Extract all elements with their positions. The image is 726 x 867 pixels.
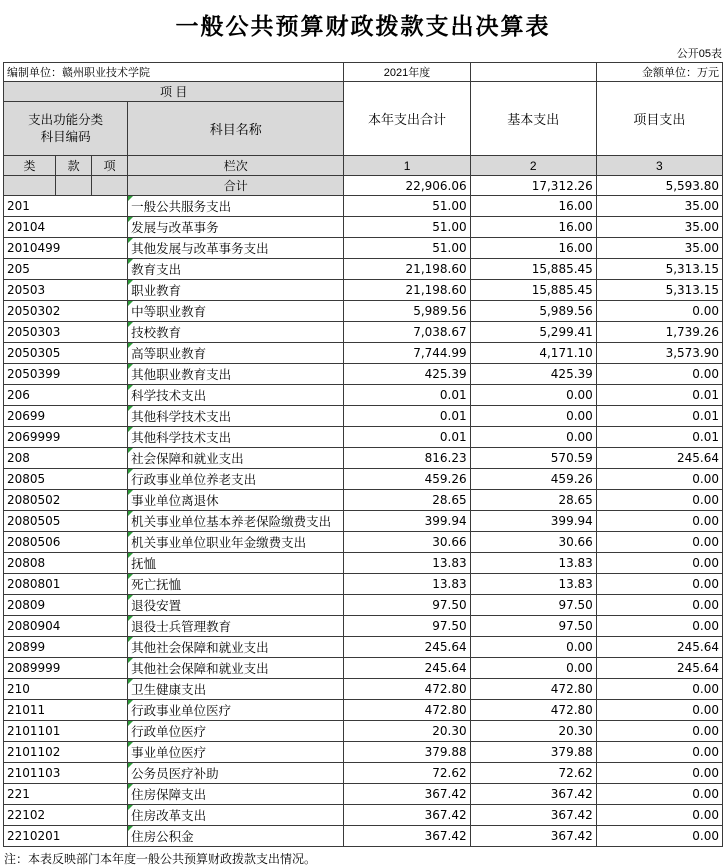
row-code: 2050305: [4, 343, 128, 364]
row-subject-name: 死亡抚恤: [128, 574, 344, 595]
row-subject-name: 中等职业教育: [128, 301, 344, 322]
row-project: 35.00: [596, 196, 722, 217]
row-project: 0.00: [596, 553, 722, 574]
row-project: 0.00: [596, 763, 722, 784]
table-row: [4, 427, 723, 448]
item-group-header: 项 目: [4, 82, 344, 102]
row-subject-name: 行政单位医疗: [128, 721, 344, 742]
row-subject-name: 公务员医疗补助: [128, 763, 344, 784]
sum-label: 合计: [128, 176, 344, 196]
row-total: 5,989.56: [344, 301, 470, 322]
row-total: 13.83: [344, 553, 470, 574]
row-project: 5,313.15: [596, 280, 722, 301]
row-subject-name: 住房改革支出: [128, 805, 344, 826]
row-total: 97.50: [344, 595, 470, 616]
row-project: 35.00: [596, 238, 722, 259]
row-code: 2101103: [4, 763, 128, 784]
row-total: 245.64: [344, 637, 470, 658]
row-code: 2080904: [4, 616, 128, 637]
table-row: [4, 511, 723, 532]
row-basic: 367.42: [470, 805, 596, 826]
row-project: 245.64: [596, 658, 722, 679]
row-project: 0.00: [596, 490, 722, 511]
row-code: 2010499: [4, 238, 128, 259]
row-basic: 16.00: [470, 238, 596, 259]
row-code: 2050399: [4, 364, 128, 385]
table-row: [4, 805, 723, 826]
table-row: [4, 826, 723, 847]
table-row: [4, 616, 723, 637]
row-total: 7,038.67: [344, 322, 470, 343]
function-class-header: 支出功能分类 科目编码: [4, 102, 128, 156]
table-row: [4, 217, 723, 238]
row-project: 0.01: [596, 406, 722, 427]
row-code: 2080506: [4, 532, 128, 553]
row-subject-name: 其他科学技术支出: [128, 406, 344, 427]
row-code: 20808: [4, 553, 128, 574]
row-basic: 5,299.41: [470, 322, 596, 343]
row-total: 13.83: [344, 574, 470, 595]
row-total: 51.00: [344, 217, 470, 238]
fiscal-year: 2021年度: [344, 63, 470, 82]
row-total: 51.00: [344, 238, 470, 259]
row-project: 0.00: [596, 742, 722, 763]
row-subject-name: 行政事业单位养老支出: [128, 469, 344, 490]
table-row: [4, 532, 723, 553]
rank-row: [4, 156, 723, 176]
section-header: 款: [56, 156, 92, 176]
table-row: [4, 553, 723, 574]
row-total: 7,744.99: [344, 343, 470, 364]
table-row: [4, 448, 723, 469]
table-row: [4, 196, 723, 217]
row-code: 208: [4, 448, 128, 469]
row-code: 20805: [4, 469, 128, 490]
row-project: 35.00: [596, 217, 722, 238]
rank-label: 栏次: [128, 156, 344, 176]
row-project: 0.00: [596, 784, 722, 805]
table-row: [4, 280, 723, 301]
rank-col-2: 2: [470, 156, 596, 176]
table-row: [4, 700, 723, 721]
row-project: 0.00: [596, 616, 722, 637]
row-basic: 367.42: [470, 826, 596, 847]
row-code: 221: [4, 784, 128, 805]
row-basic: 97.50: [470, 616, 596, 637]
row-project: 3,573.90: [596, 343, 722, 364]
page-title: 一般公共预算财政拨款支出决算表: [175, 14, 551, 40]
row-code: 201: [4, 196, 128, 217]
table-row: [4, 721, 723, 742]
row-code: 20699: [4, 406, 128, 427]
row-code: 205: [4, 259, 128, 280]
row-total: 21,198.60: [344, 259, 470, 280]
table-row: [4, 469, 723, 490]
rank-col-1: 1: [344, 156, 470, 176]
row-subject-name: 抚恤: [128, 553, 344, 574]
row-basic: 72.62: [470, 763, 596, 784]
compiling-unit: 编制单位：赣州职业技术学院: [4, 63, 344, 82]
row-basic: 0.00: [470, 658, 596, 679]
row-total: 399.94: [344, 511, 470, 532]
row-project: 0.00: [596, 721, 722, 742]
row-project: 0.00: [596, 826, 722, 847]
row-basic: 16.00: [470, 217, 596, 238]
row-project: 0.00: [596, 679, 722, 700]
row-basic: 30.66: [470, 532, 596, 553]
row-basic: 399.94: [470, 511, 596, 532]
row-total: 367.42: [344, 784, 470, 805]
row-code: 2080801: [4, 574, 128, 595]
row-total: 30.66: [344, 532, 470, 553]
row-basic: 15,885.45: [470, 259, 596, 280]
row-subject-name: 其他社会保障和就业支出: [128, 637, 344, 658]
row-total: 21,198.60: [344, 280, 470, 301]
row-subject-name: 机关事业单位职业年金缴费支出: [128, 532, 344, 553]
class-header: 类: [4, 156, 56, 176]
table-row: [4, 238, 723, 259]
row-code: 2089999: [4, 658, 128, 679]
row-project: 0.00: [596, 700, 722, 721]
row-basic: 13.83: [470, 553, 596, 574]
row-subject-name: 住房保障支出: [128, 784, 344, 805]
row-project: 0.00: [596, 364, 722, 385]
total-row: [4, 176, 723, 196]
row-total: 379.88: [344, 742, 470, 763]
table-row: [4, 259, 723, 280]
row-subject-name: 退役士兵管理教育: [128, 616, 344, 637]
meta-row: [4, 63, 723, 82]
row-subject-name: 一般公共服务支出: [128, 196, 344, 217]
row-code: 2080505: [4, 511, 128, 532]
row-total: 97.50: [344, 616, 470, 637]
row-total: 72.62: [344, 763, 470, 784]
footer-note: 注：本表反映部门本年度一般公共预算财政拨款支出情况。: [4, 852, 317, 866]
row-code: 2101102: [4, 742, 128, 763]
rank-col-3: 3: [596, 156, 722, 176]
row-project: 0.00: [596, 574, 722, 595]
column-header-total: 本年支出合计: [344, 82, 470, 156]
row-subject-name: 其他科学技术支出: [128, 427, 344, 448]
row-subject-name: 机关事业单位基本养老保险缴费支出: [128, 511, 344, 532]
row-basic: 472.80: [470, 679, 596, 700]
column-header-basic: 基本支出: [470, 82, 596, 156]
row-total: 51.00: [344, 196, 470, 217]
row-project: 0.00: [596, 469, 722, 490]
row-project: 0.00: [596, 532, 722, 553]
row-basic: 28.65: [470, 490, 596, 511]
row-code: 210: [4, 679, 128, 700]
row-total: 816.23: [344, 448, 470, 469]
table-row: [4, 784, 723, 805]
table-row: [4, 301, 723, 322]
row-total: 245.64: [344, 658, 470, 679]
row-code: 2069999: [4, 427, 128, 448]
row-basic: 0.00: [470, 385, 596, 406]
row-subject-name: 行政事业单位医疗: [128, 700, 344, 721]
row-subject-name: 住房公积金: [128, 826, 344, 847]
row-code: 20809: [4, 595, 128, 616]
row-project: 1,739.26: [596, 322, 722, 343]
row-subject-name: 技校教育: [128, 322, 344, 343]
row-basic: 379.88: [470, 742, 596, 763]
table-row: [4, 763, 723, 784]
item-header: 项: [92, 156, 128, 176]
row-project: 0.00: [596, 511, 722, 532]
table-row: [4, 637, 723, 658]
row-subject-name: 退役安置: [128, 595, 344, 616]
row-basic: 425.39: [470, 364, 596, 385]
table-row: [4, 322, 723, 343]
row-subject-name: 其他职业教育支出: [128, 364, 344, 385]
sum-project: 5,593.80: [596, 176, 722, 196]
table-row: [4, 490, 723, 511]
row-subject-name: 发展与改革事务: [128, 217, 344, 238]
row-code: 20104: [4, 217, 128, 238]
row-subject-name: 社会保障和就业支出: [128, 448, 344, 469]
row-project: 245.64: [596, 637, 722, 658]
table-row: [4, 364, 723, 385]
row-total: 459.26: [344, 469, 470, 490]
row-basic: 20.30: [470, 721, 596, 742]
table-body: [4, 196, 723, 847]
row-basic: 367.42: [470, 784, 596, 805]
row-project: 0.00: [596, 805, 722, 826]
row-project: 0.00: [596, 301, 722, 322]
row-subject-name: 科学技术支出: [128, 385, 344, 406]
row-basic: 459.26: [470, 469, 596, 490]
row-basic: 570.59: [470, 448, 596, 469]
row-code: 2050303: [4, 322, 128, 343]
table-row: [4, 406, 723, 427]
row-total: 0.01: [344, 427, 470, 448]
row-code: 20899: [4, 637, 128, 658]
row-subject-name: 其他发展与改革事务支出: [128, 238, 344, 259]
row-subject-name: 高等职业教育: [128, 343, 344, 364]
row-basic: 0.00: [470, 427, 596, 448]
row-code: 2050302: [4, 301, 128, 322]
table-row: [4, 343, 723, 364]
row-code: 206: [4, 385, 128, 406]
header-row-1: [4, 82, 723, 102]
row-subject-name: 事业单位医疗: [128, 742, 344, 763]
row-basic: 97.50: [470, 595, 596, 616]
row-subject-name: 教育支出: [128, 259, 344, 280]
row-subject-name: 事业单位离退休: [128, 490, 344, 511]
table-row: [4, 385, 723, 406]
row-total: 0.01: [344, 406, 470, 427]
row-basic: 472.80: [470, 700, 596, 721]
row-basic: 0.00: [470, 406, 596, 427]
row-basic: 5,989.56: [470, 301, 596, 322]
row-total: 367.42: [344, 805, 470, 826]
row-total: 472.80: [344, 679, 470, 700]
row-total: 28.65: [344, 490, 470, 511]
table-row: [4, 742, 723, 763]
row-project: 0.00: [596, 595, 722, 616]
budget-expenditure-table: [3, 62, 723, 847]
table-row: [4, 679, 723, 700]
amount-unit: 金额单位：万元: [596, 63, 722, 82]
row-project: 0.01: [596, 427, 722, 448]
row-subject-name: 职业教育: [128, 280, 344, 301]
row-code: 21011: [4, 700, 128, 721]
table-row: [4, 595, 723, 616]
row-total: 20.30: [344, 721, 470, 742]
row-project: 0.01: [596, 385, 722, 406]
row-basic: 0.00: [470, 637, 596, 658]
row-total: 0.01: [344, 385, 470, 406]
sum-total: 22,906.06: [344, 176, 470, 196]
row-subject-name: 其他社会保障和就业支出: [128, 658, 344, 679]
row-total: 425.39: [344, 364, 470, 385]
row-basic: 4,171.10: [470, 343, 596, 364]
table-row: [4, 574, 723, 595]
row-basic: 13.83: [470, 574, 596, 595]
subject-name-header: 科目名称: [128, 102, 344, 156]
row-code: 2080502: [4, 490, 128, 511]
row-code: 2101101: [4, 721, 128, 742]
table-row: [4, 658, 723, 679]
column-header-project: 项目支出: [596, 82, 722, 156]
row-total: 367.42: [344, 826, 470, 847]
row-code: 22102: [4, 805, 128, 826]
public-form-code: 公开05表: [676, 48, 722, 60]
row-code: 2210201: [4, 826, 128, 847]
sum-basic: 17,312.26: [470, 176, 596, 196]
row-basic: 15,885.45: [470, 280, 596, 301]
row-subject-name: 卫生健康支出: [128, 679, 344, 700]
row-code: 20503: [4, 280, 128, 301]
row-project: 245.64: [596, 448, 722, 469]
row-basic: 16.00: [470, 196, 596, 217]
row-total: 472.80: [344, 700, 470, 721]
row-project: 5,313.15: [596, 259, 722, 280]
